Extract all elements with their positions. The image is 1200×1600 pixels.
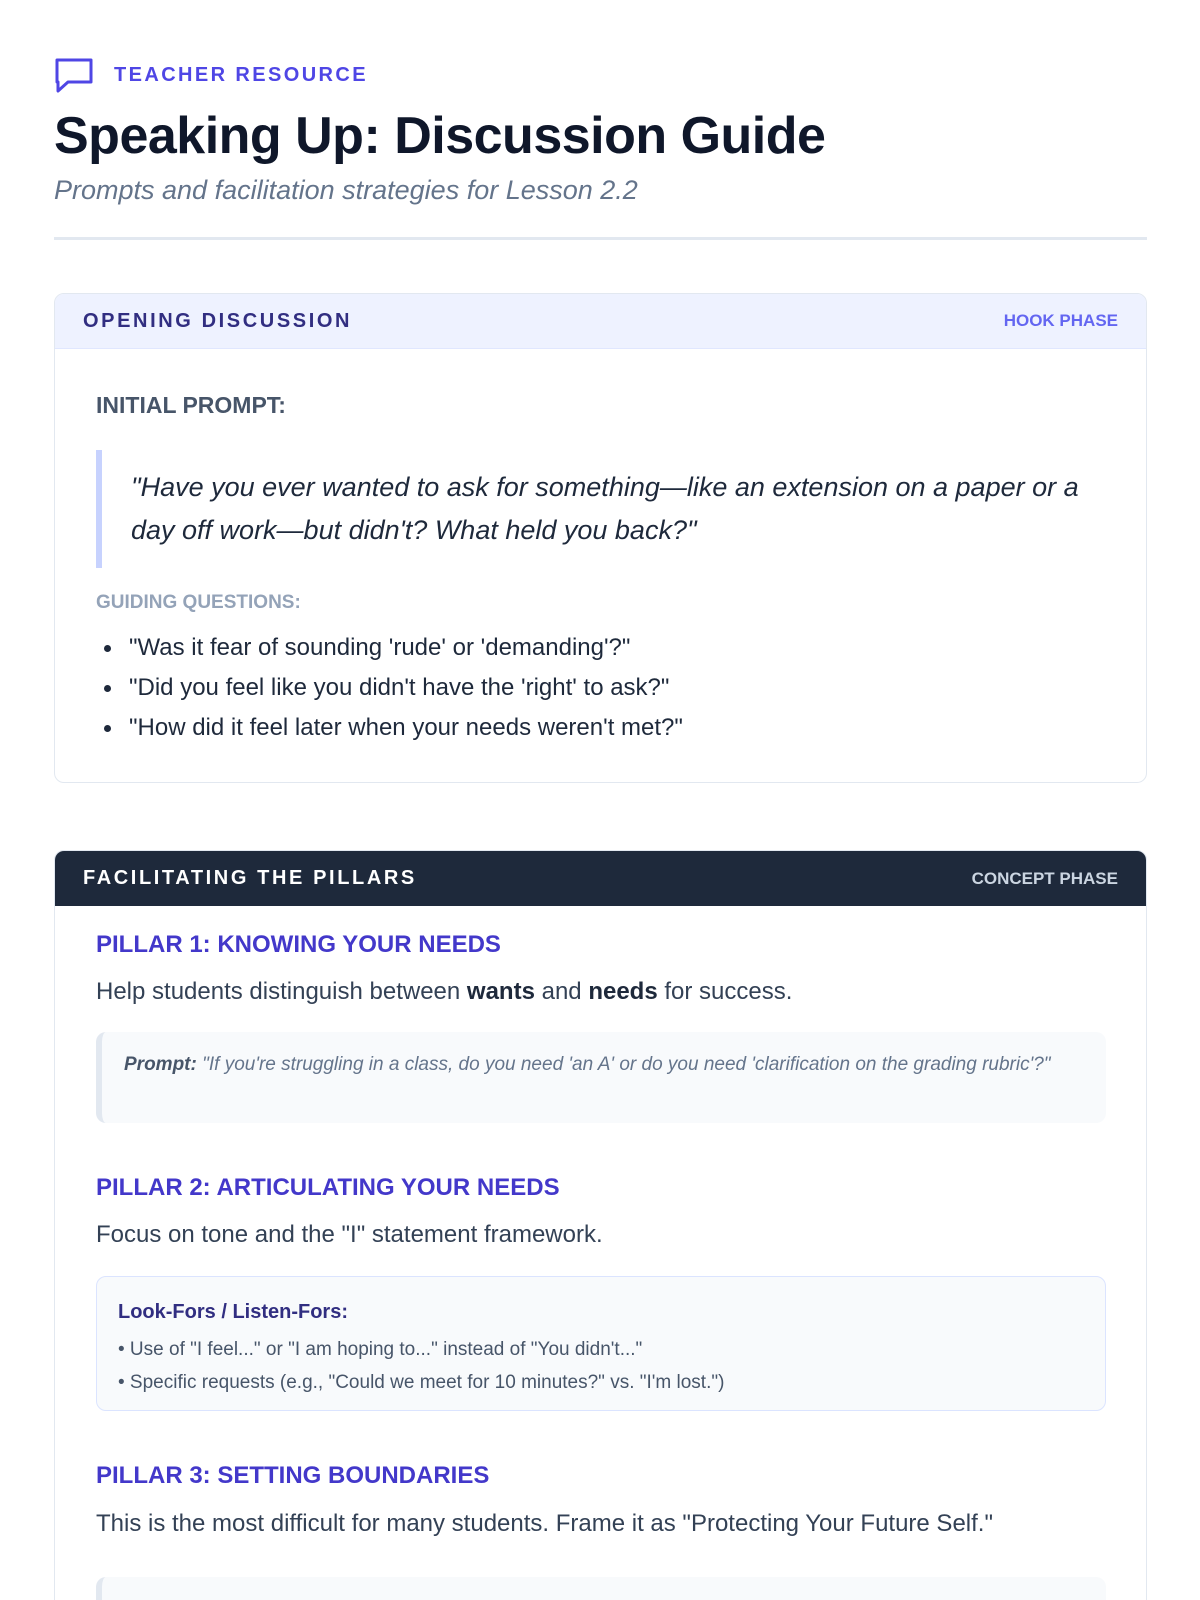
facilitating-pillars-header xyxy=(55,851,1146,906)
eyebrow xyxy=(54,56,368,94)
pillar-2-title: PILLAR 2: ARTICULATING YOUR NEEDS xyxy=(96,1174,560,1201)
pillar-2-description: Focus on tone and the "I" statement framework. xyxy=(96,1221,603,1248)
list-item: • Use of "I feel..." or "I am hoping to..." instead of "You didn't..." xyxy=(118,1339,643,1360)
eyebrow-label: TEACHER RESOURCE xyxy=(114,63,368,86)
initial-prompt-quote: "Have you ever wanted to ask for something—like an extension on a paper or a day off work—but didn't? What held you back?" xyxy=(96,450,1106,568)
chat-bubble-icon xyxy=(54,56,94,94)
opening-discussion-title: OPENING DISCUSSION xyxy=(83,309,353,332)
hook-phase-tag: HOOK PHASE xyxy=(1003,311,1118,330)
wants-emphasis: wants xyxy=(466,978,535,1005)
list-item: "Was it fear of sounding 'rude' or 'demanding'?" xyxy=(96,628,683,668)
facilitating-pillars-card xyxy=(54,850,1147,1600)
list-item: "How did it feel later when your needs weren't met?" xyxy=(96,708,683,748)
header-divider xyxy=(54,237,1147,240)
list-item: • Specific requests (e.g., "Could we meet for 10 minutes?" vs. "I'm lost.") xyxy=(118,1372,725,1393)
pillar-3-prompt-box xyxy=(96,1577,1106,1600)
guiding-questions-label: GUIDING QUESTIONS: xyxy=(96,592,301,613)
concept-phase-tag: CONCEPT PHASE xyxy=(971,868,1118,888)
initial-prompt-label: INITIAL PROMPT: xyxy=(96,392,286,418)
guiding-questions-list xyxy=(96,628,683,748)
pillar-3-title: PILLAR 3: SETTING BOUNDARIES xyxy=(96,1462,490,1489)
page-subtitle: Prompts and facilitation strategies for Lesson 2.2 xyxy=(54,175,638,205)
list-item: "Did you feel like you didn't have the 'right' to ask?" xyxy=(96,668,683,708)
pillar-3-description: This is the most difficult for many students. Frame it as "Protecting Your Future Self." xyxy=(96,1510,993,1537)
needs-emphasis: needs xyxy=(588,978,658,1005)
discussion-guide-page xyxy=(54,0,1147,1600)
prompt-text: "If you're struggling in a class, do you need 'an A' or do you need 'clarification on the grading rubric'?" xyxy=(196,1054,1051,1075)
pillar-1-prompt-box xyxy=(96,1032,1106,1123)
pillar-1-description: Help students distinguish between wants and needs for success. xyxy=(96,978,793,1005)
opening-discussion-header xyxy=(55,294,1146,349)
pillar-1-title: PILLAR 1: KNOWING YOUR NEEDS xyxy=(96,931,501,958)
opening-discussion-card xyxy=(54,293,1147,783)
facilitating-pillars-title: FACILITATING THE PILLARS xyxy=(83,867,417,889)
look-fors-box xyxy=(96,1276,1106,1411)
look-fors-title: Look-Fors / Listen-Fors: xyxy=(118,1301,348,1323)
prompt-label: Prompt: xyxy=(124,1054,197,1075)
page-title: Speaking Up: Discussion Guide xyxy=(54,107,826,165)
